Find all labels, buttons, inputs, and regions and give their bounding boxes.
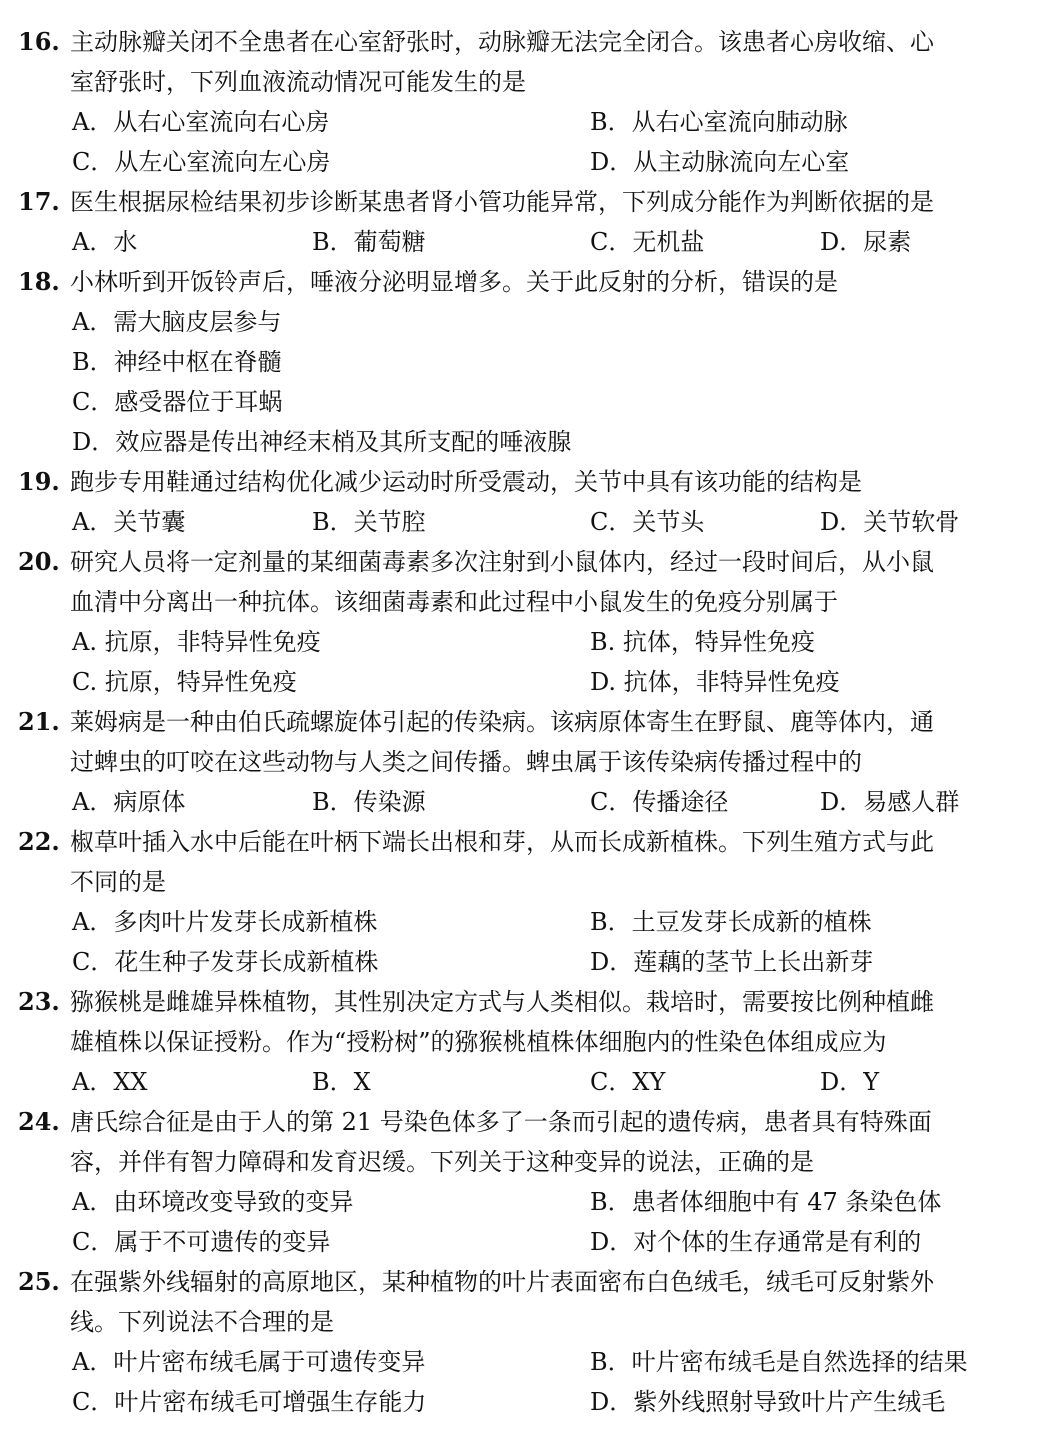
option-a: A．病原体 <box>72 788 186 816</box>
question-22 <box>0 822 1041 862</box>
stem-line: 室舒张时，下列血液流动情况可能发生的是 <box>70 68 526 96</box>
option-c: C．花生种子发芽长成新植株 <box>72 948 379 976</box>
option-c: C．无机盐 <box>590 228 705 256</box>
option-d: D．易感人群 <box>820 788 960 816</box>
option-b: B．土豆发芽长成新的植株 <box>590 908 872 936</box>
question-number: 23. <box>18 987 60 1016</box>
question-number: 18. <box>18 267 60 296</box>
option-d: D．莲藕的茎节上长出新芽 <box>590 948 874 976</box>
option-row <box>0 302 1041 342</box>
option-d: D．紫外线照射导致叶片产生绒毛 <box>590 1388 946 1416</box>
stem-line: 容，并伴有智力障碍和发育迟缓。下列关于这种变异的说法，正确的是 <box>70 1148 814 1176</box>
options-row <box>0 942 1041 982</box>
option-c: C．关节头 <box>590 508 705 536</box>
option-d: D. 抗体，非特异性免疫 <box>590 668 840 696</box>
question-16 <box>0 22 1041 62</box>
options-row <box>0 902 1041 942</box>
question-stem-continued <box>0 1142 1041 1182</box>
option-d: D．Y <box>820 1068 880 1096</box>
question-stem: 唐氏综合征是由于人的第 21 号染色体多了一条而引起的遗传病，患者具有特殊面 <box>70 1108 932 1136</box>
question-23 <box>0 982 1041 1022</box>
option-c: C．感受器位于耳蜗 <box>72 388 283 416</box>
option-b: B．患者体细胞中有 47 条染色体 <box>590 1188 942 1216</box>
option-a: A．需大脑皮层参与 <box>72 308 282 336</box>
option-a: A．多肉叶片发芽长成新植株 <box>72 908 378 936</box>
question-stem: 椒草叶插入水中后能在叶柄下端长出根和芽，从而长成新植株。下列生殖方式与此 <box>70 828 934 856</box>
option-b: B．叶片密布绒毛是自然选择的结果 <box>590 1348 968 1376</box>
question-number: 17. <box>18 187 60 216</box>
question-number: 24. <box>18 1107 60 1136</box>
option-row <box>0 422 1041 462</box>
option-a: A．叶片密布绒毛属于可遗传变异 <box>72 1348 426 1376</box>
option-b: B．传染源 <box>312 788 426 816</box>
option-c: C. 抗原，特异性免疫 <box>72 668 297 696</box>
option-b: B. 抗体，特异性免疫 <box>590 628 815 656</box>
option-a: A．XX <box>72 1068 148 1096</box>
option-a: A．关节囊 <box>72 508 186 536</box>
stem-line: 过蜱虫的叮咬在这些动物与人类之间传播。蜱虫属于该传染病传播过程中的 <box>70 748 862 776</box>
question-stem: 主动脉瓣关闭不全患者在心室舒张时，动脉瓣无法完全闭合。该患者心房收缩、心 <box>70 28 934 56</box>
question-number: 21. <box>18 707 60 736</box>
question-stem-continued <box>0 1302 1041 1342</box>
option-c: C．从左心室流向左心房 <box>72 148 331 176</box>
options-row <box>0 782 1041 822</box>
question-stem: 研究人员将一定剂量的某细菌毒素多次注射到小鼠体内，经过一段时间后，从小鼠 <box>70 548 934 576</box>
option-d: D．效应器是传出神经末梢及其所支配的唾液腺 <box>72 428 572 456</box>
option-d: D．尿素 <box>820 228 912 256</box>
question-number: 22. <box>18 827 60 856</box>
option-a: A. 抗原，非特异性免疫 <box>72 628 321 656</box>
question-stem: 莱姆病是一种由伯氏疏螺旋体引起的传染病。该病原体寄生在野鼠、鹿等体内，通 <box>70 708 934 736</box>
question-17 <box>0 182 1041 222</box>
question-stem-continued <box>0 742 1041 782</box>
option-row <box>0 342 1041 382</box>
question-number: 20. <box>18 547 60 576</box>
option-b: B．神经中枢在脊髓 <box>72 348 282 376</box>
option-c: C．属于不可遗传的变异 <box>72 1228 331 1256</box>
question-19 <box>0 462 1041 502</box>
options-row <box>0 1342 1041 1382</box>
options-row <box>0 502 1041 542</box>
option-d: D．对个体的生存通常是有利的 <box>590 1228 922 1256</box>
stem-line: 不同的是 <box>70 868 166 896</box>
question-number: 25. <box>18 1267 60 1296</box>
option-a: A．水 <box>72 228 138 256</box>
option-c: C．传播途径 <box>590 788 729 816</box>
question-18 <box>0 262 1041 302</box>
options-row <box>0 622 1041 662</box>
question-stem: 跑步专用鞋通过结构优化减少运动时所受震动，关节中具有该功能的结构是 <box>70 468 862 496</box>
question-stem: 医生根据尿检结果初步诊断某患者肾小管功能异常，下列成分能作为判断依据的是 <box>70 188 934 216</box>
stem-line: 血清中分离出一种抗体。该细菌毒素和此过程中小鼠发生的免疫分别属于 <box>70 588 838 616</box>
options-row <box>0 142 1041 182</box>
question-21 <box>0 702 1041 742</box>
options-row <box>0 102 1041 142</box>
stem-line: 雄植株以保证授粉。作为“授粉树”的猕猴桃植株体细胞内的性染色体组成应为 <box>70 1028 887 1056</box>
option-b: B．X <box>312 1068 371 1096</box>
options-row <box>0 662 1041 702</box>
stem-line: 线。下列说法不合理的是 <box>70 1308 334 1336</box>
options-row <box>0 1062 1041 1102</box>
question-stem-continued <box>0 582 1041 622</box>
question-stem: 小林听到开饭铃声后，唾液分泌明显增多。关于此反射的分析，错误的是 <box>70 268 838 296</box>
question-20 <box>0 542 1041 582</box>
question-24 <box>0 1102 1041 1142</box>
option-row <box>0 382 1041 422</box>
question-stem-continued <box>0 862 1041 902</box>
options-row <box>0 222 1041 262</box>
question-stem: 猕猴桃是雌雄异株植物，其性别决定方式与人类相似。栽培时，需要按比例种植雌 <box>70 988 934 1016</box>
options-row <box>0 1182 1041 1222</box>
option-b: B．葡萄糖 <box>312 228 426 256</box>
question-stem-continued <box>0 1022 1041 1062</box>
options-row <box>0 1222 1041 1262</box>
options-row <box>0 1382 1041 1422</box>
option-c: C．XY <box>590 1068 666 1096</box>
option-b: B．关节腔 <box>312 508 426 536</box>
option-a: A．由环境改变导致的变异 <box>72 1188 354 1216</box>
question-stem-continued <box>0 62 1041 102</box>
option-d: D．从主动脉流向左心室 <box>590 148 850 176</box>
option-b: B．从右心室流向肺动脉 <box>590 108 848 136</box>
option-a: A．从右心室流向右心房 <box>72 108 330 136</box>
question-number: 16. <box>18 27 60 56</box>
option-c: C．叶片密布绒毛可增强生存能力 <box>72 1388 427 1416</box>
question-number: 19. <box>18 467 60 496</box>
question-25 <box>0 1262 1041 1302</box>
option-d: D．关节软骨 <box>820 508 960 536</box>
question-stem: 在强紫外线辐射的高原地区，某种植物的叶片表面密布白色绒毛，绒毛可反射紫外 <box>70 1268 934 1296</box>
